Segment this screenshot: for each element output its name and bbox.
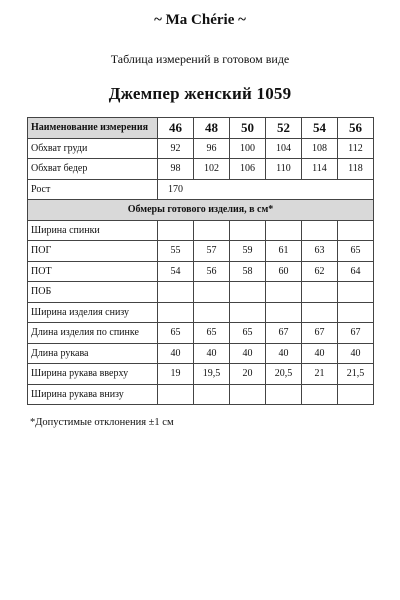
table-cell: 104 [266, 138, 302, 159]
table-cell: 40 [158, 343, 194, 364]
table-cell [338, 302, 374, 323]
table-cell [158, 282, 194, 303]
table-cell: 67 [266, 323, 302, 344]
section-row [28, 200, 374, 221]
row-label: Ширина рукава внизу [28, 384, 158, 405]
column-header-size: 56 [338, 118, 374, 139]
table-cell: 112 [338, 138, 374, 159]
table-cell: 118 [338, 159, 374, 180]
table-cell: 59 [230, 241, 266, 262]
table-cell [302, 220, 338, 241]
table-cell: 98 [158, 159, 194, 180]
table-cell: 63 [302, 241, 338, 262]
table-cell [338, 282, 374, 303]
table-cell [266, 384, 302, 405]
table-cell: 108 [302, 138, 338, 159]
table-cell [302, 282, 338, 303]
table-row [28, 138, 374, 159]
table-cell: 20,5 [266, 364, 302, 385]
table-cell [230, 302, 266, 323]
table-subtitle: Таблица измерений в готовом виде [110, 52, 290, 66]
table-row [28, 241, 374, 262]
table-row [28, 261, 374, 282]
table-cell: 19,5 [194, 364, 230, 385]
table-row [28, 179, 374, 200]
body-measurements [28, 138, 374, 200]
section-title: Обмеры готового изделия, в см* [28, 200, 374, 221]
table-cell: 21 [302, 364, 338, 385]
table-row [28, 282, 374, 303]
column-header-size: 52 [266, 118, 302, 139]
table-cell [194, 302, 230, 323]
table-cell [338, 384, 374, 405]
table-cell: 60 [266, 261, 302, 282]
table-row [28, 384, 374, 405]
table-cell [230, 220, 266, 241]
table-cell: 57 [194, 241, 230, 262]
table-cell [302, 384, 338, 405]
row-label: Длина рукава [28, 343, 158, 364]
row-label: Обхват бедер [28, 159, 158, 180]
table-cell: 110 [266, 159, 302, 180]
row-label: Ширина изделия снизу [28, 302, 158, 323]
table-cell [194, 220, 230, 241]
row-label: Ширина рукава вверху [28, 364, 158, 385]
table-cell: 40 [230, 343, 266, 364]
table-cell: 61 [266, 241, 302, 262]
row-label: ПОБ [28, 282, 158, 303]
row-label: Длина изделия по спинке [28, 323, 158, 344]
table-cell [194, 282, 230, 303]
table-cell: 56 [194, 261, 230, 282]
table-cell [194, 384, 230, 405]
column-header-size: 54 [302, 118, 338, 139]
row-label: ПОГ [28, 241, 158, 262]
table-cell [338, 220, 374, 241]
table-cell: 40 [194, 343, 230, 364]
table-cell: 106 [230, 159, 266, 180]
table-cell: 20 [230, 364, 266, 385]
table-cell: 65 [338, 241, 374, 262]
table-cell: 102 [194, 159, 230, 180]
table-cell [158, 220, 194, 241]
table-cell: 100 [230, 138, 266, 159]
table-row [28, 302, 374, 323]
row-label: Обхват груди [28, 138, 158, 159]
table-cell: 40 [266, 343, 302, 364]
table-cell: 54 [158, 261, 194, 282]
table-cell: 96 [194, 138, 230, 159]
table-cell: 62 [302, 261, 338, 282]
table-row [28, 159, 374, 180]
column-header-size: 46 [158, 118, 194, 139]
product-title: Джемпер женский 1059 [108, 84, 292, 103]
table-cell: 64 [338, 261, 374, 282]
table-row [28, 323, 374, 344]
table-cell: 67 [338, 323, 374, 344]
row-label: Ширина спинки [28, 220, 158, 241]
column-header-size: 48 [194, 118, 230, 139]
table-cell: 114 [302, 159, 338, 180]
table-cell: 19 [158, 364, 194, 385]
column-header-size: 50 [230, 118, 266, 139]
table-cell [158, 384, 194, 405]
row-label: ПОТ [28, 261, 158, 282]
brand-title: ~ Ma Chérie ~ [154, 12, 246, 28]
footnote: *Допустимые отклонения ±1 см [30, 417, 174, 428]
table-cell: 40 [338, 343, 374, 364]
table-cell: 58 [230, 261, 266, 282]
table-cell: 55 [158, 241, 194, 262]
section-header [28, 200, 374, 221]
table-cell: 92 [158, 138, 194, 159]
table-cell [266, 282, 302, 303]
table-cell: 21,5 [338, 364, 374, 385]
table-row [28, 220, 374, 241]
column-header-measurement: Наименование измерения [28, 118, 158, 139]
table-cell: 65 [158, 323, 194, 344]
table-cell: 170 [158, 179, 374, 200]
table-cell: 67 [302, 323, 338, 344]
table-cell: 65 [194, 323, 230, 344]
table-cell: 40 [302, 343, 338, 364]
table-cell [230, 384, 266, 405]
table-cell: 65 [230, 323, 266, 344]
measurement-table [27, 117, 374, 405]
table-cell [158, 302, 194, 323]
table-cell [266, 302, 302, 323]
table-cell [230, 282, 266, 303]
table-row [28, 364, 374, 385]
row-label: Рост [28, 179, 158, 200]
table-cell [266, 220, 302, 241]
table-row [28, 343, 374, 364]
garment-measurements [28, 220, 374, 405]
table-cell [302, 302, 338, 323]
table-header-row [28, 118, 374, 139]
